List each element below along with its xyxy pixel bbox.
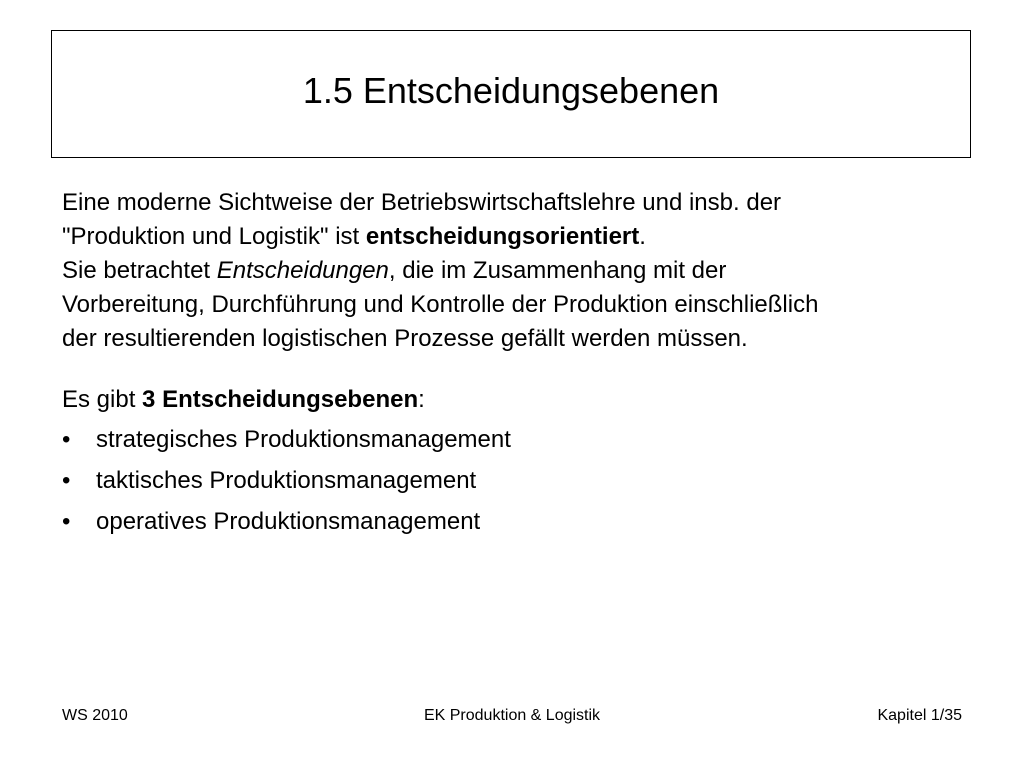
decisions-line-2: Vorbereitung, Durchführung und Kontrolle der Produktion einschließlich [62, 291, 819, 318]
intro-emphasis: entscheidungsorientiert [365, 223, 640, 250]
intro-line-1: Eine moderne Sichtweise der Betriebswirtschaftslehre und insb. der [62, 189, 782, 216]
list-item [62, 423, 982, 464]
bullet-icon: • [62, 508, 71, 535]
intro-line-2-prefix: "Produktion und Logistik" ist [62, 223, 366, 250]
footer-semester: WS 2010 [62, 707, 128, 724]
list-item [62, 505, 982, 546]
levels-suffix: : [418, 386, 425, 413]
decisions-line-1-suffix: , die im Zusammenhang mit der [388, 257, 727, 284]
list-item [62, 464, 982, 505]
bullet-icon: • [62, 426, 71, 453]
intro-line-2-suffix: . [639, 223, 646, 250]
decisions-line-3: der resultierenden logistischen Prozesse gefällt werden müssen. [62, 325, 748, 352]
title-box [51, 30, 971, 158]
levels-list [62, 423, 982, 546]
footer-page-number: Kapitel 1/35 [877, 707, 962, 724]
list-item-label: operatives Produktionsmanagement [96, 508, 481, 535]
bullet-icon: • [62, 467, 71, 494]
list-item-label: strategisches Produktionsmanagement [96, 426, 511, 453]
footer-course: EK Produktion & Logistik [423, 707, 601, 724]
levels-prefix: Es gibt [62, 386, 143, 413]
intro-paragraph [62, 186, 982, 356]
levels-emphasis: 3 Entscheidungsebenen [142, 386, 419, 413]
slide-title: 1.5 Entscheidungsebenen [302, 70, 720, 111]
decisions-emphasis: Entscheidungen [216, 257, 389, 284]
list-item-label: taktisches Produktionsmanagement [96, 467, 477, 494]
slide-body [62, 186, 982, 546]
decisions-prefix: Sie betrachtet [62, 257, 217, 284]
levels-heading [62, 383, 982, 417]
